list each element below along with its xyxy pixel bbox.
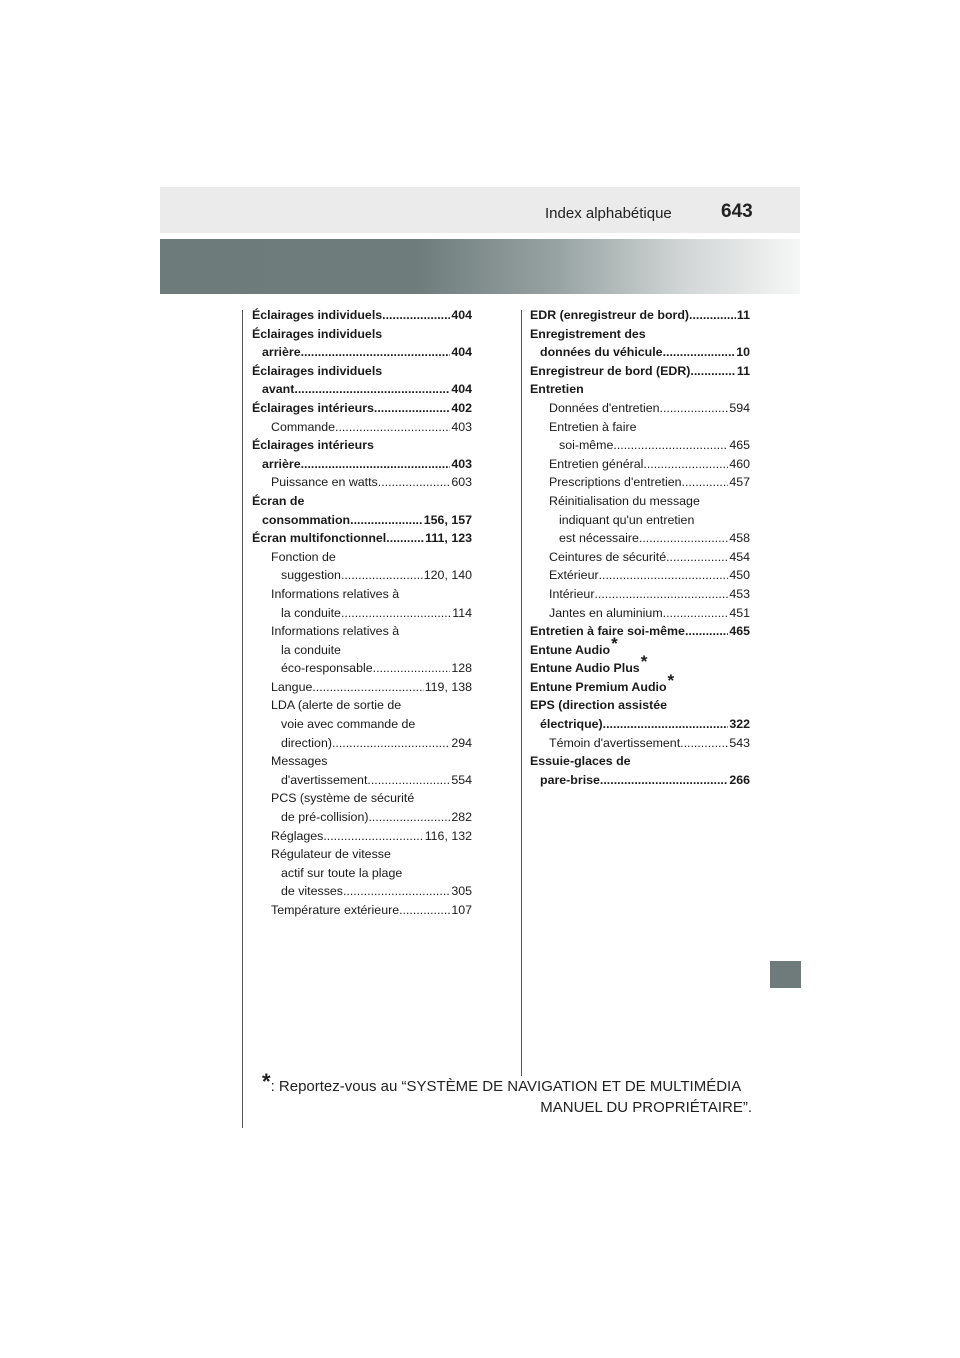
footnote-line-2: MANUEL DU PROPRIÉTAIRE”. (540, 1099, 752, 1116)
index-heading (530, 418, 750, 437)
heading-text: Entune Audio (530, 642, 611, 657)
heading-text: Entretien à faire (549, 419, 637, 434)
entry-page-ref: 454 (729, 549, 750, 564)
entry-page-ref: 266 (729, 772, 750, 787)
index-entry (252, 306, 472, 325)
heading-text: Informations relatives à (271, 624, 400, 639)
leader-dots (335, 418, 450, 437)
leader-dots (301, 455, 451, 474)
entry-label: Entretien à faire soi-même (530, 624, 685, 639)
heading-text: Régulateur de vitesse (271, 847, 391, 862)
leader-dots (639, 529, 728, 548)
leader-dots (323, 827, 423, 846)
entry-label: soi-même (559, 438, 614, 453)
leader-dots (680, 734, 728, 753)
entry-label: Température extérieure (271, 903, 400, 917)
entry-label: Réglages (271, 828, 324, 843)
index-entry (252, 771, 472, 790)
entry-label: Données d'entretien (549, 400, 660, 415)
entry-page-ref: 594 (729, 400, 750, 415)
entry-label: avant (262, 382, 295, 397)
entry-page-ref: 111, 123 (425, 531, 472, 546)
index-entry (252, 473, 472, 492)
heading-text: LDA (alerte de sortie de (271, 698, 402, 713)
leader-dots (386, 529, 424, 548)
heading-text: voie avec commande de (281, 717, 416, 732)
entry-label: EDR (enregistreur de bord) (530, 308, 690, 322)
heading-text: Entretien (530, 382, 584, 397)
footnote-marker: * (640, 652, 648, 672)
index-heading (530, 696, 750, 715)
leader-dots (343, 882, 450, 901)
entry-page-ref: 282 (451, 810, 472, 825)
heading-text: Éclairages intérieurs (252, 438, 374, 453)
entry-page-ref: 457 (729, 475, 750, 490)
entry-label: Puissance en watts (271, 475, 378, 490)
index-entry (252, 511, 472, 530)
index-heading (252, 325, 472, 344)
index-heading (252, 492, 472, 511)
index-entry (252, 380, 472, 399)
index-heading (252, 436, 472, 455)
leader-dots (689, 306, 736, 325)
entry-page-ref: 554 (451, 772, 472, 787)
heading-text: Entune Premium Audio (530, 679, 667, 694)
heading-text: Entune Audio Plus (530, 661, 640, 676)
entry-label: est nécessaire (559, 531, 639, 546)
leader-dots (294, 380, 450, 399)
leader-dots (599, 566, 729, 585)
index-entry (530, 566, 750, 585)
index-entry (252, 566, 472, 585)
heading-text: PCS (système de sécurité (271, 791, 415, 806)
leader-dots (399, 901, 450, 920)
index-heading (530, 492, 750, 511)
index-entry (252, 808, 472, 827)
entry-page-ref: 120, 140 (423, 568, 472, 583)
heading-text: Éclairages individuels (252, 326, 383, 341)
footnote-text-1: : Reportez-vous au “SYSTÈME DE NAVIGATION ET DE MULTIMÉDIA (270, 1078, 742, 1095)
entry-page-ref: 403 (451, 456, 472, 471)
index-entry (530, 306, 750, 325)
index-heading (252, 641, 472, 660)
leader-dots (378, 473, 451, 492)
index-heading (252, 752, 472, 771)
entry-label: Jantes en aluminium (549, 605, 663, 620)
heading-text: Écran de (252, 493, 305, 508)
index-entry (252, 604, 472, 623)
heading-text: Enregistrement des (530, 326, 646, 341)
index-heading (530, 670, 750, 697)
entry-page-ref: 305 (451, 884, 472, 899)
index-heading (252, 789, 472, 808)
leader-dots (341, 604, 451, 623)
index-entry (530, 622, 750, 641)
index-entry (530, 455, 750, 474)
index-entry (530, 548, 750, 567)
entry-page-ref: 10 (736, 345, 750, 360)
leader-dots (350, 511, 423, 530)
index-heading (252, 696, 472, 715)
index-heading (252, 362, 472, 381)
left-margin-rule (242, 310, 243, 1128)
leader-dots (341, 566, 423, 585)
entry-page-ref: 322 (729, 717, 750, 732)
index-entry (530, 436, 750, 455)
entry-label: Éclairages intérieurs (252, 400, 374, 415)
heading-text: indiquant qu'un entretien (559, 512, 695, 527)
index-entry (252, 455, 472, 474)
heading-text: Informations relatives à (271, 586, 400, 601)
index-entry (252, 734, 472, 753)
index-entry (252, 678, 472, 697)
leader-dots (332, 734, 450, 753)
index-entry (252, 399, 472, 418)
heading-text: Éclairages individuels (252, 363, 383, 378)
index-heading (252, 548, 472, 567)
leader-dots (660, 399, 729, 418)
entry-label: la conduite (281, 605, 341, 620)
index-entry (252, 343, 472, 362)
index-heading (252, 715, 472, 734)
entry-page-ref: 403 (451, 419, 472, 434)
entry-label: direction) (281, 735, 332, 750)
index-entry (252, 882, 472, 901)
column-divider (521, 310, 522, 1076)
index-entry (252, 659, 472, 678)
entry-label: électrique) (540, 717, 603, 732)
entry-label: Éclairages individuels (252, 308, 383, 322)
entry-page-ref: 465 (729, 438, 750, 453)
leader-dots (690, 362, 735, 381)
footnote-marker: * (667, 670, 675, 690)
entry-label: de vitesses (281, 884, 343, 899)
index-entry (252, 529, 472, 548)
index-heading (530, 325, 750, 344)
leader-dots (594, 585, 728, 604)
index-heading (530, 633, 750, 660)
leader-dots (603, 715, 729, 734)
entry-label: Intérieur (549, 586, 595, 601)
index-entry (530, 585, 750, 604)
entry-label: données du véhicule (540, 345, 663, 360)
entry-page-ref: 460 (729, 456, 750, 471)
leader-dots (643, 455, 728, 474)
entry-page-ref: 404 (451, 382, 472, 397)
entry-label: Ceintures de sécurité (549, 549, 667, 564)
leader-dots (373, 659, 451, 678)
entry-page-ref: 294 (451, 735, 472, 750)
leader-dots (301, 343, 451, 362)
heading-text: Essuie-glaces de (530, 754, 631, 769)
entry-label: consommation (262, 512, 351, 527)
index-heading (530, 380, 750, 399)
entry-label: Commande (271, 419, 336, 434)
page-number: 643 (721, 201, 753, 222)
entry-page-ref: 404 (451, 308, 472, 322)
heading-text: actif sur toute la plage (281, 865, 403, 880)
entry-page-ref: 11 (736, 363, 750, 378)
footnote-line-1 (262, 1069, 752, 1097)
entry-page-ref: 119, 138 (424, 679, 472, 694)
leader-dots (600, 771, 728, 790)
index-heading (530, 652, 750, 678)
heading-text: Réinitialisation du message (549, 493, 700, 508)
index-heading (530, 511, 750, 530)
index-entry (530, 734, 750, 753)
index-heading (252, 864, 472, 883)
entry-page-ref: 603 (451, 475, 472, 490)
index-entry (530, 399, 750, 418)
index-column-left (252, 306, 472, 920)
entry-page-ref: 458 (729, 531, 750, 546)
entry-page-ref: 451 (729, 605, 750, 620)
index-heading (252, 585, 472, 604)
leader-dots (682, 473, 729, 492)
heading-text: la conduite (281, 642, 341, 657)
entry-label: arrière (262, 456, 301, 471)
entry-label: éco-responsable (281, 661, 373, 676)
entry-page-ref: 465 (729, 624, 750, 639)
entry-page-ref: 114 (452, 605, 472, 620)
leader-dots (663, 604, 729, 623)
index-entry (530, 604, 750, 623)
heading-text: EPS (direction assistée (530, 698, 668, 713)
leader-dots (374, 399, 450, 418)
entry-label: de pré-collision) (281, 810, 369, 825)
entry-page-ref: 402 (451, 400, 472, 415)
footnote (262, 1069, 752, 1118)
index-entry (530, 473, 750, 492)
leader-dots (382, 306, 450, 325)
index-heading (252, 845, 472, 864)
footnote-marker: * (611, 633, 618, 653)
leader-dots (368, 808, 450, 827)
footnote-star: * (262, 1069, 271, 1094)
heading-text: Messages (271, 754, 328, 769)
index-entry (530, 529, 750, 548)
index-entry (252, 901, 472, 920)
heading-text: Fonction de (271, 549, 336, 564)
entry-label: Écran multifonctionnel (252, 531, 387, 546)
entry-page-ref: 404 (451, 345, 472, 360)
entry-label: Langue (271, 679, 313, 694)
index-entry (252, 418, 472, 437)
leader-dots (367, 771, 450, 790)
entry-page-ref: 156, 157 (423, 512, 472, 527)
entry-label: Entretien général (549, 456, 644, 471)
index-entry (530, 343, 750, 362)
entry-page-ref: 543 (729, 735, 750, 750)
entry-label: Témoin d'avertissement (549, 735, 681, 750)
entry-page-ref: 11 (736, 308, 750, 322)
entry-label: arrière (262, 345, 301, 360)
entry-label: Enregistreur de bord (EDR) (530, 363, 691, 378)
leader-dots (312, 678, 423, 697)
entry-page-ref: 128 (451, 661, 472, 676)
leader-dots (666, 548, 728, 567)
leader-dots (663, 343, 736, 362)
entry-label: Prescriptions d'entretien (549, 475, 682, 490)
entry-label: suggestion (281, 568, 341, 583)
index-entry (252, 827, 472, 846)
section-thumb-tab (770, 961, 801, 988)
index-entry (530, 771, 750, 790)
index-column-right (530, 306, 750, 789)
entry-page-ref: 450 (729, 568, 750, 583)
entry-page-ref: 107 (451, 903, 472, 917)
header-gradient-bar (160, 239, 800, 294)
leader-dots (613, 436, 728, 455)
index-heading (252, 622, 472, 641)
index-heading (530, 752, 750, 771)
leader-dots (685, 622, 728, 641)
index-entry (530, 715, 750, 734)
entry-page-ref: 453 (729, 586, 750, 601)
entry-label: d'avertissement (281, 772, 368, 787)
header-band (160, 187, 800, 233)
page-title: Index alphabétique (545, 205, 672, 222)
entry-label: pare-brise (540, 772, 600, 787)
entry-page-ref: 116, 132 (424, 828, 472, 843)
entry-label: Extérieur (549, 568, 599, 583)
index-entry (530, 362, 750, 381)
